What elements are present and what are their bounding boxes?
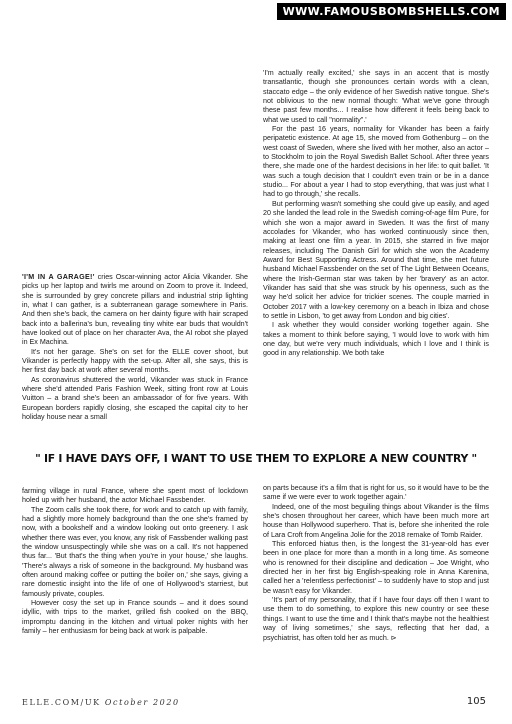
paragraph: But performing wasn't something she could give up easily, and aged 20 she landed the lead role in the Swedish coming-of-age film Pure, for which she won a major award in Sweden. It was the first of many accolades for Vikander, who has worked continuously since then, making at least one film a year. In 2015, she starred in five major releases, including The Danish Girl for which she won the Academy Award for Best Supporting Actress. Around that time, she met future husband Michael Fassbender on the set of The Light Between Oceans, where the Irish-German star was taken by her 'bravery' as an actor. Vikander has said that she was struck by his openness, such as the way he'd solicit her advice for trickier scenes. The couple married in October 2017 with a low-key ceremony on a beach in Ibiza and chose to settle in Lisbon, 'to get away from London and big cities'. <box>263 199 489 320</box>
issue-date: October 2020 <box>104 698 180 707</box>
paragraph: I ask whether they would consider working together again. She takes a moment to think before saying, 'I would love to work with him one day, but we're very much individuals, which I love and I think is good in any relationship. We both take <box>263 321 489 358</box>
paragraph: 'I'm actually really excited,' she says in an accent that is mostly transatlantic, though she pronounces certain words with a clean, staccato edge – the only evidence of her Swedish native tongue. She's not oblivious to the new normal though: 'What we've gone through these past few months... I realise how different it feels being back to what we used to call "normality".' <box>263 69 489 124</box>
article-column-bottom-left <box>22 487 248 637</box>
paragraph: This enforced hiatus then, is the longest the 31-year-old has ever been in one place for more than a month in a long time. As someone who is renowned for their discipline and dedication – Joe Wright, who directed her in her first big English-speaking role in Anna Karenina, called her a 'relentless perfectionist' – to suddenly have to stop and just be wasn't easy for Vikander. <box>263 540 489 595</box>
paragraph: farming village in rural France, where she spent most of lockdown holed up with her husband, the actor Michael Fassbender. <box>22 487 248 505</box>
paragraph: on parts because it's a film that is right for us, so it would have to be the same if we were ever to work together again.' <box>263 484 490 502</box>
folio <box>22 698 180 707</box>
page-number: 105 <box>466 696 486 707</box>
article-column-middle-left <box>22 273 248 423</box>
watermark: WWW.FAMOUSBOMBSHELLS.COM <box>277 3 506 20</box>
opening-text: cries Oscar-winning actor Alicia Vikander. She picks up her laptop and twirls me around on Zoom to prove it. Indeed, she is surrounded by grey concrete pillars and industrial strip lighting in, what I can gather, is a subterranean garage somewhere in Paris. And then she's back, the camera on her dainty figure with hair scraped back into a ballerina's bun, revealing tiny white ear buds that wouldn't have looked out of place on her character Ava, the AI robot she played in Ex Machina. <box>22 273 248 347</box>
opening-paragraph <box>22 273 248 348</box>
lead-in: 'I'M IN A GARAGE!' <box>22 273 95 281</box>
article-column-bottom-right <box>263 484 489 643</box>
paragraph: However cosy the set up in France sounds – and it does sound idyllic, with trips to the market, grilled fish cooked on the BBQ, impromptu dancing in the kitchen and virtual poker nights with her family – her enthusiasm for being back at work is palpable. <box>22 599 248 636</box>
site-url: ELLE.COM/UK <box>22 698 101 707</box>
paragraph: As coronavirus shuttered the world, Vikander was stuck in France where she'd attended Paris Fashion Week, sitting front row at Louis Vuitton – a brand she's been an ambassador of for five years. With European borders rapidly closing, she escaped the capital city to her holiday house near a small <box>22 375 248 422</box>
paragraph: For the past 16 years, normality for Vikander has been a fairly peripatetic existence. At age 15, she moved from Gothenburg – on the west coast of Sweden, where she lived with her mother, also an actor – to Stockholm to join the Royal Swedish Ballet School. After three years there, she made one of the hardest decisions in her life: to quit ballet. 'It was such a tough decision that I couldn't even train or be in a dance studio... For about a year I had to stop everything, that was just what I had to go through,' she recalls. <box>263 125 489 199</box>
paragraph: It's not her garage. She's on set for the ELLE cover shoot, but Vikander is perfectly happy with the set-up. After all, she says, this is her first day back at work after several months. <box>22 347 248 375</box>
article-column-top-right <box>263 69 489 359</box>
paragraph: Indeed, one of the most beguiling things about Vikander is the films she's chosen throughout her career, which have been much more art house than Hollywood superhero. That is, before she inherited the role of Lara Croft from Angelina Jolie for the 2018 remake of Tomb Raider. <box>263 502 489 539</box>
paragraph: The Zoom calls she took there, for work and to catch up with family, had a slightly more homely background than the one she's framed by now, with a bookshelf and a window looking out onto greenery. I ask whether there was ever, you know, any risk of Fassbender walking past the window unsuspectingly while she was on a call. It's not happened thus far... 'But that's the thing when you're in your house,' she laughs. 'There's always a risk of someone in the background. My husband was often around making coffee or putting the boiler on,' she says, giving a rare domestic insight into the life of one of Hollywood's starriest, but famously private, couples. <box>22 505 248 598</box>
pull-quote: " IF I HAVE DAYS OFF, I WANT TO USE THEM TO EXPLORE A NEW COUNTRY " <box>35 452 477 465</box>
paragraph: 'It's part of my personality, that if I have four days off then I want to use them to do something, to explore this new country or see these things. I want to use the time and I think that's maybe not the healthiest way of living sometimes,' she says, reflecting that her dad, a psychiatrist, has often told her as much. ⊳ <box>263 596 489 642</box>
